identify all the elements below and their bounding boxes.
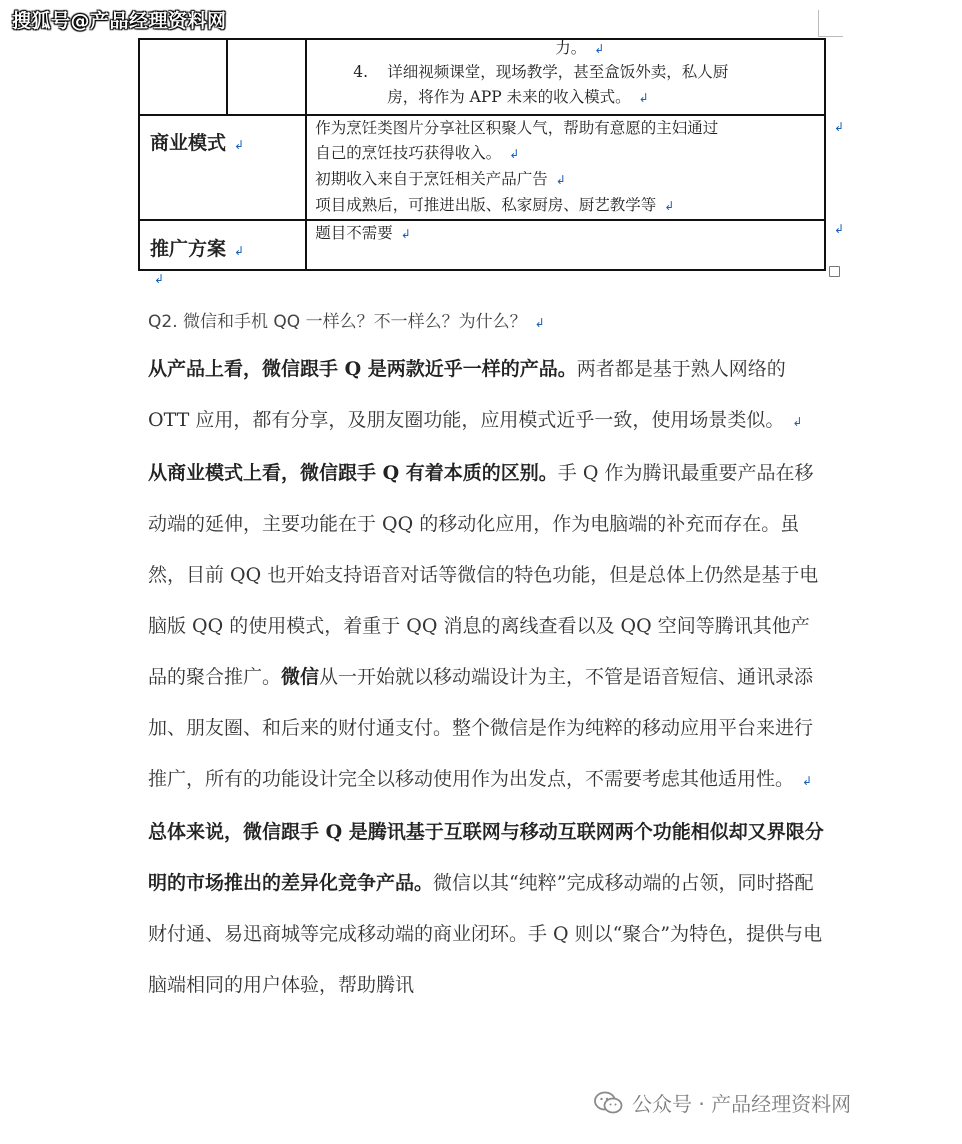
paragraph-mark-icon: ↲ xyxy=(154,272,165,286)
wechat-logo-icon xyxy=(594,1090,624,1116)
document-body[interactable] xyxy=(148,344,824,1011)
plan-table xyxy=(138,38,826,271)
table-row xyxy=(139,220,825,270)
bold-text: 总体来说，微信跟手 Q 是腾讯基于互联网与移动互联网两个功能相似却又界限分明的市场推出的差异化竞争产品。 xyxy=(148,821,824,894)
question-text: Q2. 微信和手机 QQ 一样么？不一样么？为什么？ xyxy=(148,312,527,332)
table-cell-content[interactable] xyxy=(306,115,825,220)
paragraph-mark-icon: ↲ xyxy=(664,199,675,213)
paragraph xyxy=(148,344,824,448)
table-label-cell xyxy=(139,220,306,270)
watermark-bottom xyxy=(594,1088,851,1117)
paragraph xyxy=(148,448,824,807)
text: 微信以其“纯粹”完成移动端的占领，同时搭配财付通、易迅商城等完成移动端的商业闭环。手 Q 则以“聚合”为特色，提供与电脑端相同的用户体验，帮助腾讯 xyxy=(148,872,823,996)
text: 从一开始就以移动端设计为主，不管是语音短信、通讯录添加、朋友圈、和后来的财付通支付。整个微信是作为纯粹的移动应用平台来进行推广，所有的功能设计完全以移动使用作为出发点，不需要考虑其他适用性。 xyxy=(148,666,814,790)
paragraph-mark-icon: ↲ xyxy=(234,138,245,152)
resize-handle-icon[interactable] xyxy=(829,266,840,277)
question-heading xyxy=(148,307,545,332)
table-text: 自己的烹饪技巧获得收入。 xyxy=(315,144,502,162)
paragraph-mark-icon: ↲ xyxy=(792,415,803,429)
paragraph-mark-icon: ↲ xyxy=(594,42,605,56)
table-text: 题目不需要 xyxy=(315,224,393,242)
table-text: 房，将作为 APP 未来的收入模式。 xyxy=(387,88,631,106)
paragraph-mark-icon: ↲ xyxy=(834,120,845,134)
table-text: 初期收入来自于烹饪相关产品广告 xyxy=(315,170,548,188)
watermark-top: 搜狐号@产品经理资料网 xyxy=(12,10,227,32)
paragraph-mark-icon: ↲ xyxy=(834,222,845,236)
text: 手 Q 作为腾讯最重要产品在移动端的延伸，主要功能在于 QQ 的移动化应用，作为电脑端的补充而存在。虽然，目前 QQ 也开始支持语音对话等微信的特色功能，但是总体上仍然是基于电脑版 QQ 的使用模式，着重于 QQ 消息的离线查看以及 QQ 空间等腾讯其他产品的聚合推广。 xyxy=(148,462,819,688)
paragraph-mark-icon: ↲ xyxy=(534,316,545,330)
row-label-business-model: 商业模式 xyxy=(150,132,227,154)
bold-text: 从产品上看，微信跟手 Q 是两款近乎一样的产品。 xyxy=(148,358,577,380)
paragraph-mark-icon: ↲ xyxy=(234,244,245,258)
table-cell-empty xyxy=(139,39,227,115)
crop-mark-top-right xyxy=(818,10,843,37)
paragraph-mark-icon: ↲ xyxy=(509,147,520,161)
paragraph-mark-icon: ↲ xyxy=(555,173,566,187)
table-cell-empty xyxy=(227,39,307,115)
table-row xyxy=(139,39,825,115)
watermark-bottom-text: 公众号 · 产品经理资料网 xyxy=(632,1092,852,1116)
table-text: 作为烹饪类图片分享社区积聚人气，帮助有意愿的主妇通过 xyxy=(315,119,719,137)
bold-text: 从商业模式上看，微信跟手 Q 有着本质的区别。 xyxy=(148,462,558,484)
row-label-promotion-plan: 推广方案 xyxy=(150,238,227,260)
table-cell-content[interactable] xyxy=(306,39,825,115)
table-text: 详细视频课堂，现场教学，甚至盒饭外卖，私人厨 xyxy=(387,63,729,81)
paragraph xyxy=(148,807,824,1011)
table-text: 项目成熟后，可推进出版、私家厨房、厨艺教学等 xyxy=(315,196,657,214)
text: 两者都是基于熟人网络的 OTT 应用，都有分享，及朋友圈功能，应用模式近乎一致，使用场景类似。 xyxy=(148,358,786,431)
paragraph-mark-icon: ↲ xyxy=(802,774,813,788)
paragraph-mark-icon: ↲ xyxy=(400,227,411,241)
table-label-cell xyxy=(139,115,306,220)
list-number: 4. xyxy=(353,63,369,81)
paragraph-mark-icon: ↲ xyxy=(638,91,649,105)
bold-text: 微信 xyxy=(281,666,320,688)
table-row xyxy=(139,115,825,220)
table-text: 力。 xyxy=(555,39,587,57)
table-cell-content[interactable] xyxy=(306,220,825,270)
